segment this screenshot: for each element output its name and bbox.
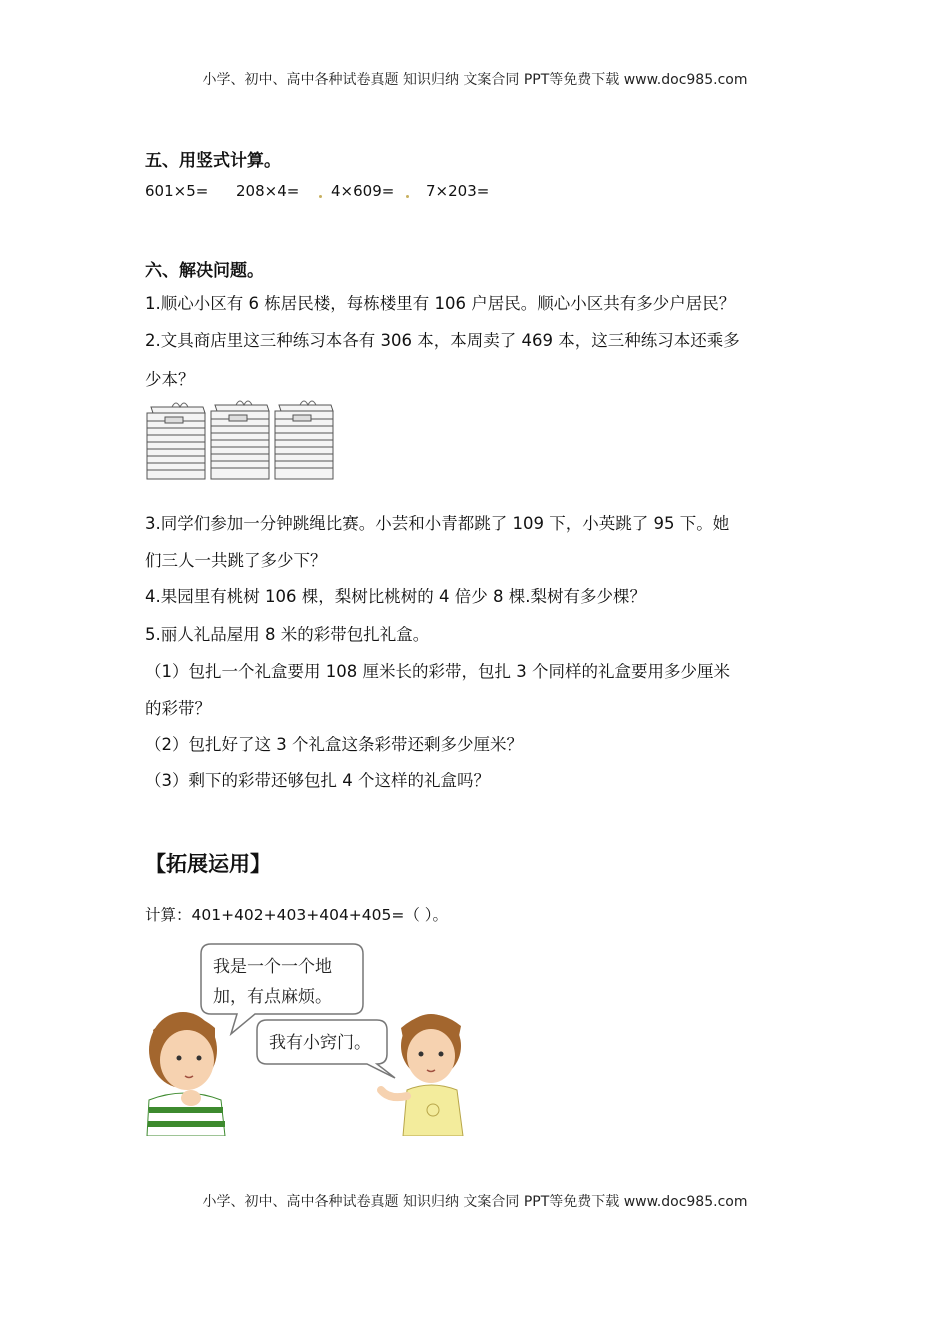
speck-mark (406, 195, 409, 198)
calc-expr-3: 4×609= (331, 182, 395, 200)
problem-3: 3.同学们参加一分钟跳绳比赛。小芸和小青都跳了 109 下，小英跳了 95 下。她 (145, 514, 730, 533)
bubble1-line1: 我是一个一个地 (213, 957, 332, 977)
problem-4: 4.果园里有桃树 106 棵，梨树比桃树的 4 倍少 8 棵.梨树有多少棵？ (145, 587, 646, 606)
problem-5: 5.丽人礼品屋用 8 米的彩带包扎礼盒。 (145, 625, 430, 644)
problem-5-part1-cont: 的彩带？ (145, 699, 211, 718)
speech-bubble-2 (257, 1020, 395, 1078)
bubble1-line2: 加，有点麻烦。 (213, 987, 332, 1007)
boy-explaining-figure (381, 1014, 463, 1136)
section5-title: 五、用竖式计算。 (145, 151, 281, 171)
problem-5-part1: （1）包扎一个礼盒要用 108 厘米长的彩带，包扎 3 个同样的礼盒要用多少厘米 (145, 662, 730, 681)
problem-1: 1.顺心小区有 6 栋居民楼，每栋楼里有 106 户居民。顺心小区共有多少户居民？ (145, 294, 736, 313)
calc-expr-1: 601×5= (145, 182, 209, 200)
boy-thinking-figure (147, 1012, 225, 1136)
problem-2: 2.文具商店里这三种练习本各有 306 本，本周卖了 469 本，这三种练习本还乘多 (145, 331, 740, 350)
problem-5-part3: （3）剩下的彩带还够包扎 4 个这样的礼盒吗？ (145, 771, 490, 790)
page-header: 小学、初中、高中各种试卷真题 知识归纳 文案合同 PPT等免费下载 www.doc985.com (202, 72, 748, 88)
calc-expr-2: 208×4= (236, 182, 300, 200)
problem-2-cont: 少本？ (145, 370, 195, 389)
bubble2-text: 我有小窍门。 (269, 1033, 371, 1053)
problem-3-cont: 们三人一共跳了多少下？ (145, 551, 327, 570)
problem-5-part2: （2）包扎好了这 3 个礼盒这条彩带还剩多少厘米？ (145, 735, 523, 754)
page-footer: 小学、初中、高中各种试卷真题 知识归纳 文案合同 PPT等免费下载 www.doc985.com (202, 1194, 748, 1210)
extension-question: 计算：401+402+403+404+405=（ ）。 (145, 906, 449, 924)
section6-title: 六、解决问题。 (145, 261, 264, 281)
workbook-stacks-image (145, 397, 337, 483)
speck-mark (319, 195, 322, 198)
kids-dialogue-illustration (145, 940, 475, 1136)
calc-expr-4: 7×203= (426, 182, 490, 200)
extension-title: 【拓展运用】 (145, 852, 271, 876)
